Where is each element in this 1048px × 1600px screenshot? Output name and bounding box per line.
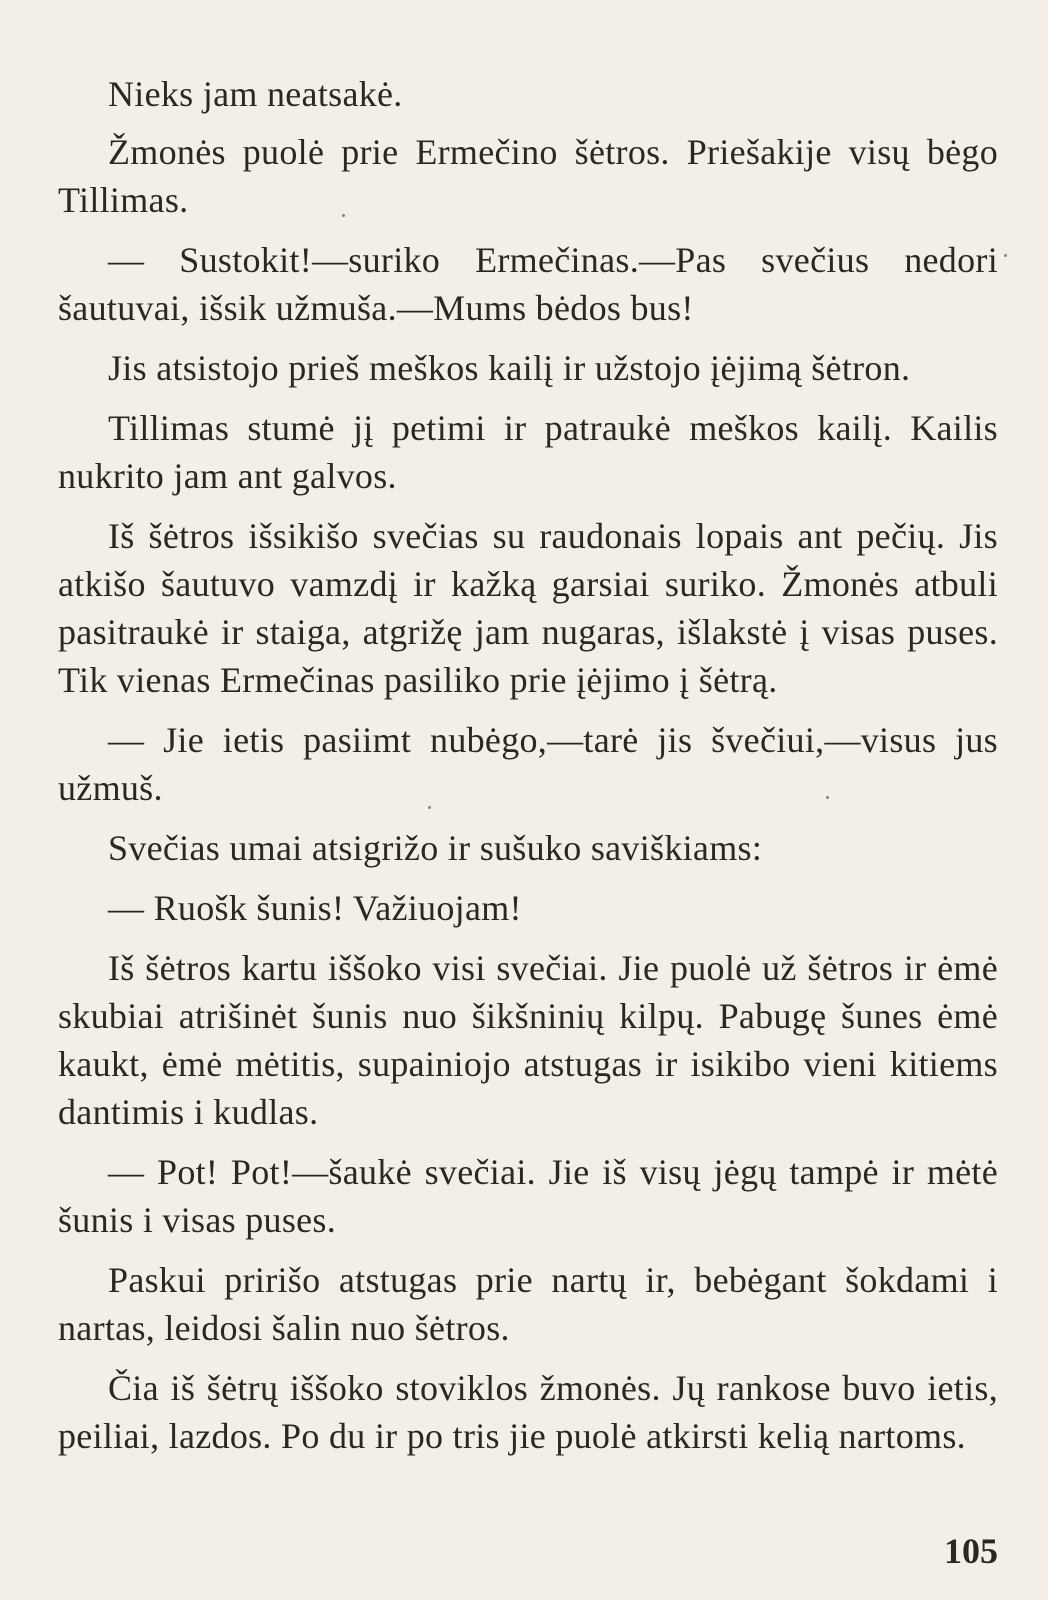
paragraph-13: Čia iš šėtrų iššoko stoviklos žmonės. Jų rankose buvo ietis, peiliai, lazdos. Po du ir po tris jie puolė atkirsti kelią nartoms. — [58, 1368, 998, 1456]
paragraph-12: Paskui pririšo atstugas prie nartų ir, bebėgant šokdami i nartas, leidosi šalin nuo šėtros. — [58, 1260, 998, 1348]
paragraph-8: Svečias umai atsigrižo ir sušuko saviškiams: — [108, 828, 763, 868]
paper-speck — [342, 214, 345, 217]
paragraph-10: Iš šėtros kartu iššoko visi svečiai. Jie puolė už šėtros ir ėmė skubiai atrišinėt šunis nuo šikšninių kilpų. Pabugę šunes ėmė kaukt, ėmė mėtitis, supainiojo atstugas ir isikibo vieni kitiems dantimis i kudlas. — [58, 948, 998, 1132]
page-text — [58, 70, 998, 1472]
paragraph-4: Jis atsistojo prieš meškos kailį ir užstojo įėjimą šėtron. — [108, 348, 911, 388]
page-number: 105 — [944, 1531, 998, 1571]
paragraph-9: — Ruošk šunis! Važiuojam! — [108, 888, 522, 928]
paragraph-7: — Jie ietis pasiimt nubėgo,—tarė jis švečiui,—visus jus užmuš. — [58, 720, 998, 808]
paragraph-5: Tillimas stumė jį petimi ir patraukė meškos kailį. Kailis nukrito jam ant galvos. — [58, 408, 998, 496]
paragraph-1: Nieks jam neatsakė. — [108, 74, 403, 114]
paper-speck — [1004, 254, 1007, 257]
paper-speck — [428, 806, 431, 809]
paragraph-11: — Pot! Pot!—šaukė svečiai. Jie iš visų jėgų tampė ir mėtė šunis i visas puses. — [58, 1152, 998, 1240]
paragraph-6: Iš šėtros išsikišo svečias su raudonais lopais ant pečių. Jis atkišo šautuvo vamzdį ir kažką garsiai suriko. Žmonės atbuli pasitraukė ir staiga, atgrižę jam nugaras, išlakstė į visas puses. Tik vienas Ermečinas pasiliko prie įėjimo į šėtrą. — [58, 516, 998, 700]
paragraph-2: Žmonės puolė prie Ermečino šėtros. Priešakije visų bėgo Tillimas. — [58, 132, 998, 220]
paragraph-3: — Sustokit!—suriko Ermečinas.—Pas svečius nedori šautuvai, išsik užmuša.—Mums bėdos bus! — [58, 240, 998, 328]
paper-speck — [826, 796, 829, 799]
